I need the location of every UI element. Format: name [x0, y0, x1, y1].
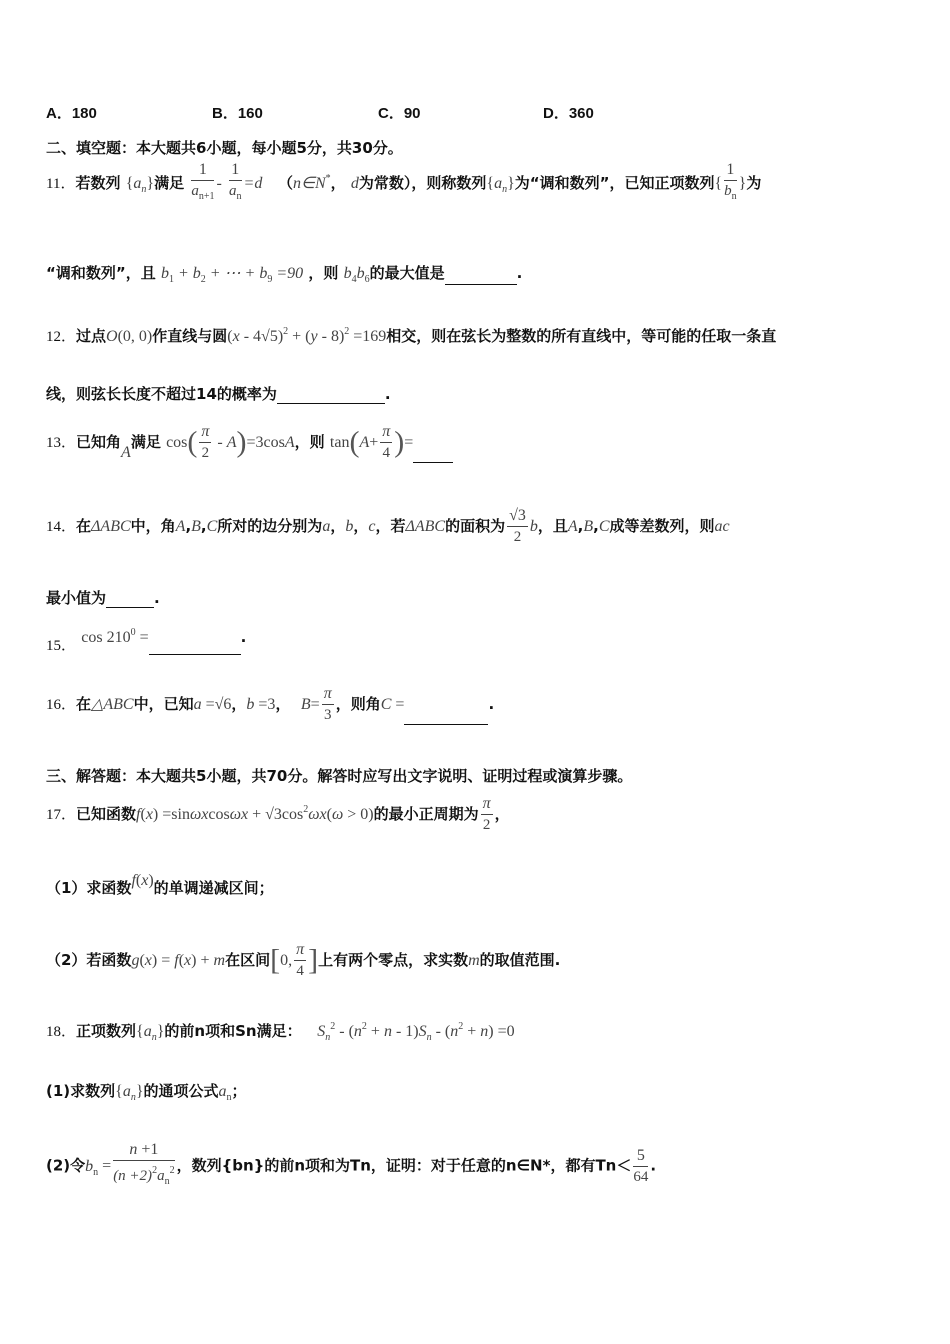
section2-header: 二、填空题：本大题共6小题，每小题5分，共30分。	[46, 139, 403, 157]
choice-b: B．160	[212, 105, 263, 122]
q15-number: 15．	[46, 638, 77, 654]
question-11: 11．若数列 $\{a_n\}$满足 $\frac{1}{a_{n+1}}$ - $\frac{1}{a_n}$ =d （n∈N*， d为常数），则称数列$\{a_n\}$为“调和数列”，已知正项数列{ $\frac{1}{b_n}$ }为	[46, 161, 762, 202]
question-18: 18．正项数列$\{a_n\}$的前n项和Sn满足： $S_n^2 - (n^2 + n - 1)S_n - (n^2 + n) =0$	[46, 1021, 515, 1043]
question-17-part1: （1）求函数f(x)的单调递减区间；	[46, 872, 274, 897]
section3-header: 三、解答题：本大题共5小题，共70分。解答时应写出文字说明、证明过程或演算步骤。	[46, 767, 633, 785]
question-17-part2: （2）若函数g(x) = f(x) + m在区间[0, $\frac{\pi}{4}$ ]上有两个零点，求实数m的取值范围.	[46, 941, 561, 979]
question-16: 16．在△ABC中，已知a =√6，b =3， B= $\frac{\pi}{3}$ ，则角C = .	[46, 685, 495, 723]
question-12: 12．过点O(0, 0)作直线与圆(x - 4√5)$^2$ + (y - 8)$^2$ =169相交，则在弦长为整数的所有直线中，等可能的任取一条直	[46, 326, 777, 345]
question-11-cont: “调和数列”，且 $b_1 + b_2$ + ⋯ + $b_9 =90$ ，则 $b_4b_6$的最大值是 .	[46, 264, 523, 285]
q13-number: 13．	[46, 435, 77, 451]
question-15: 15． $\cos 210^0$ = .	[46, 627, 247, 654]
q14-number: 14．	[46, 519, 77, 535]
question-12-cont: 线，则弦长长度不超过14的概率为 .	[46, 385, 391, 403]
q12-number: 12．	[46, 329, 77, 345]
question-14-cont: 最小值为 .	[46, 589, 160, 607]
answer-blank[interactable]	[106, 593, 154, 608]
question-18-part1: (1)求数列$\{a_n\}$的通项公式$a_n$；	[46, 1082, 247, 1103]
question-18-part2: (2)令$b_n$ = $\frac{n +1}{(n +2)^2a_n^2}$ ，数列{bn}的前n项和为Tn，证明：对于任意的n∈N*，都有Tn＜ $\frac{5}{64}$ .	[46, 1141, 657, 1187]
q17-number: 17．	[46, 807, 77, 823]
q18-number: 18．	[46, 1024, 77, 1040]
q16-number: 16．	[46, 697, 77, 713]
choice-d: D．360	[543, 105, 594, 122]
choice-a: A．180	[46, 105, 97, 122]
answer-blank[interactable]	[404, 710, 488, 725]
answer-blank[interactable]	[149, 640, 241, 655]
answer-blank[interactable]	[445, 270, 517, 285]
q11-number: 11．	[46, 176, 76, 192]
question-13: 13．已知角A满足 cos( $\frac{\pi}{2}$ - A)=3cosA，则 tan(A+ $\frac{\pi}{4}$ )=	[46, 422, 910, 463]
question-17: 17．已知函数$f(x) =\sin\omega xcos\omega x + √3\cos^2\omega x(\omega > 0)$的最小正周期为 $\frac{\pi}{2}$ ，	[46, 795, 510, 833]
choice-c: C．90	[378, 105, 421, 122]
answer-blank[interactable]	[413, 448, 453, 463]
question-14: 14．在ΔABC中，角A,B,C所对的边分别为a，b，c，若ΔABC的面积为 $\frac{√3}{2}$ b，且A,B,C成等差数列，则ac	[46, 507, 730, 545]
answer-blank[interactable]	[277, 389, 385, 404]
